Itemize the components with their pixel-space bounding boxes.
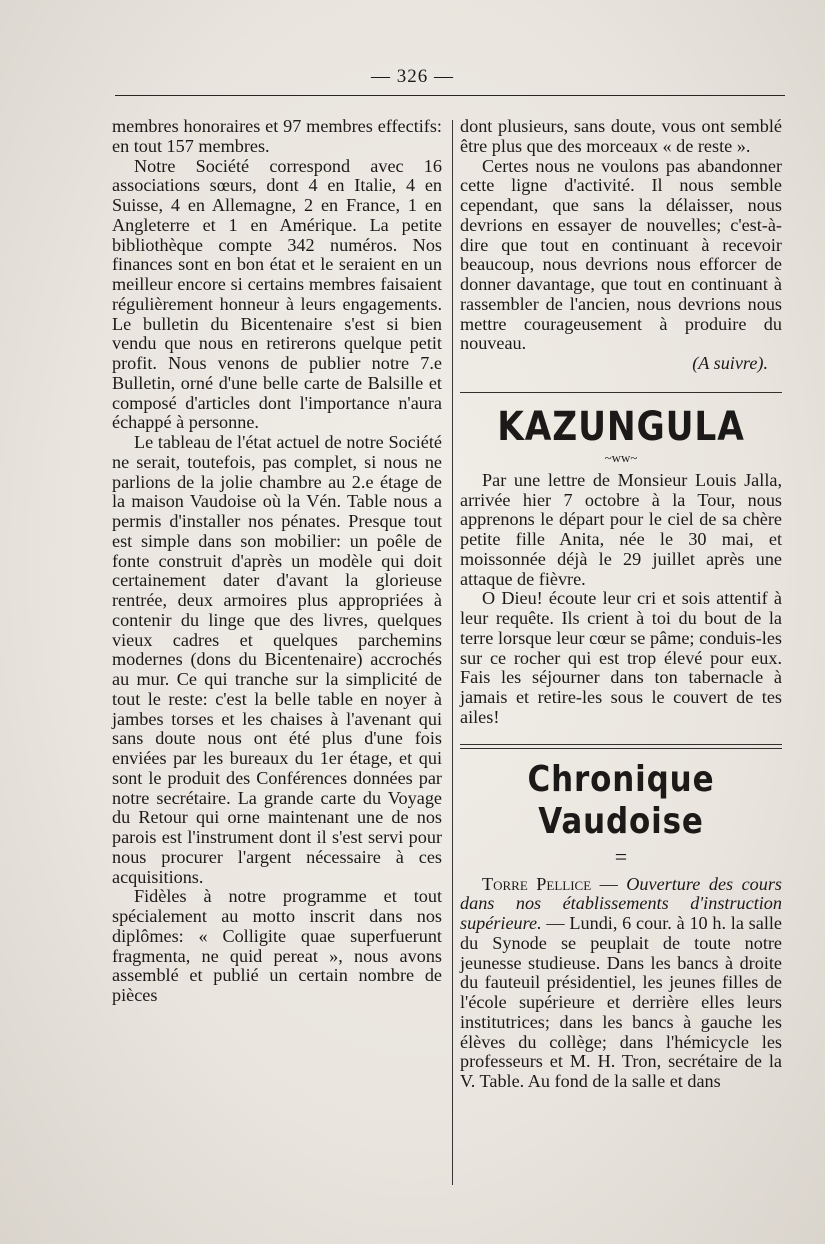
article-heading: Ouverture des cours dans nos établissements d'instruction supérieure. (460, 873, 782, 933)
paragraph: dont plusieurs, sans doute, vous ont semblé être plus que des morceaux « de reste ». (460, 116, 782, 156)
to-be-continued: (A suivre). (692, 353, 768, 373)
section-separator (460, 744, 782, 749)
place-name: Torre Pellice (482, 873, 592, 894)
paragraph: Le tableau de l'état actuel de notre Société ne serait, toutefois, pas complet, si nous ne parlions de la jolie chambre au 2.e étage de la maison Vaudoise où la Vén. Table nous a permis d'installer nos pénates. Presque tout est simple dans son mobilier: un poêle de fonte construit d'après un modèle qui doit certainement dater d'avant la glorieuse rentrée, deux armoires plus appropriées à contenir du linge que des livres, quelques vieux cadres et quelques parchemins modernes (dons du Bicentenaire) accrochés au mur. Ce qui tranche sur la simplicité de tout le reste: c'est la belle table en noyer à jambes torses et les chaises à l'avenant qui sans doute nous ont été plus d'une fois enviées par les bureaux du 1er étage, et qui sont le produit des Conférences données par notre secrétaire. La grande carte du Voyage du Retour qui orne maintenant une de nos parois est l'instrument dont il s'est servi pour nous procurer l'argent nécessaire à ces acquisitions. (112, 432, 442, 887)
paragraph: Notre Société correspond avec 16 associations sœurs, dont 4 en Italie, 4 en Suisse, 4 en Allemagne, 2 en France, 1 en Angleterre et 1 en Amérique. La petite bibliothèque compte 342 numéros. Nos finances sont en bon état et le seraient en un meilleur encore si certains membres faisaient régulièrement honneur à leurs engagements. Le bulletin du Bicentenaire s'est si bien vendu que nous en retirerons quelque petit profit. Nous venons de publier notre 7.e Bulletin, orné d'une belle carte de Balsille et composé d'articles dont l'importance n'aura échappé à personne. (112, 155, 442, 433)
article-body: Lundi, 6 cour. à 10 h. la salle du Synode se peuplait de toute notre jeunesse studieuse. Dans les bancs à droite du fauteuil présidentiel, les jeunes filles de l'école supérieure et derrière elles leurs institutrices; dans les bancs à gauche les élèves du collège; dans l'hémicycle les professeurs et M. H. Tron, secrétaire de la V. Table. Au fond de la salle et dans (460, 913, 783, 1091)
paragraph: Fidèles à notre programme et tout spécialement au motto inscrit dans nos diplômes: « Colligite quae superfuerunt fragmenta, ne quid pereat », nous avons assemblé et publié un certain nombre de pièces (112, 886, 442, 1005)
title-ornament: ~ww~ (604, 449, 638, 465)
kazungula-title: KAZUNGULA (497, 403, 745, 450)
right-column (460, 117, 782, 1092)
paragraph: Par une lettre de Monsieur Louis Jalla, arrivée hier 7 octobre à la Tour, nous apprenons le départ pour le ciel de sa chère petite fille Anita, née le 30 mai, et moissonnée déjà le 29 juillet après une attaque de fièvre. (460, 469, 782, 589)
paragraph: O Dieu! écoute leur cri et sois attentif à leur requête. Ils crient à toi du bout de la terre lorsque leur cœur se pâme; conduis-les sur ce rocher qui est trop élevé pour eux. Fais les séjourner dans ton tabernacle à jamais et retire-les sous le couvert de tes ailes! (460, 588, 782, 727)
section-separator (460, 392, 782, 393)
title-ornament: = (614, 843, 628, 869)
header-rule (115, 95, 785, 96)
column-divider (452, 120, 453, 1185)
paragraph: membres honoraires et 97 membres effectifs: en tout 157 membres. (112, 116, 442, 156)
chronique-paragraph: Torre Pellice — Ouverture des cours dans nos établissements d'instruction supérieure. — Lundi, 6 cour. à 10 h. la salle du Synode se peuplait de toute notre jeunesse studieuse. Dans les bancs à droite du fauteuil présidentiel, les jeunes filles de l'école supérieure et derrière elles leurs institutrices; dans les bancs à gauche les élèves du collège; dans l'hémicycle les professeurs et M. H. Tron, secrétaire de la V. Table. Au fond de la salle et dans (460, 873, 783, 1091)
chronique-title: Chronique Vaudoise (527, 758, 715, 842)
left-column (112, 117, 442, 1006)
paragraph: Certes nous ne voulons pas abandonner cette ligne d'activité. Il nous semble cependant, que sans la délaisser, nous devrions en essayer de nouvelles; c'est-à-dire que tout en continuant à recevoir beaucoup, nous devrions nous efforcer de donner davantage, que tout en continuant à rassembler de l'ancien, nous devrions nous mettre courageusement à produire du nouveau. (460, 155, 782, 354)
page-number: — 326 — (371, 66, 454, 87)
